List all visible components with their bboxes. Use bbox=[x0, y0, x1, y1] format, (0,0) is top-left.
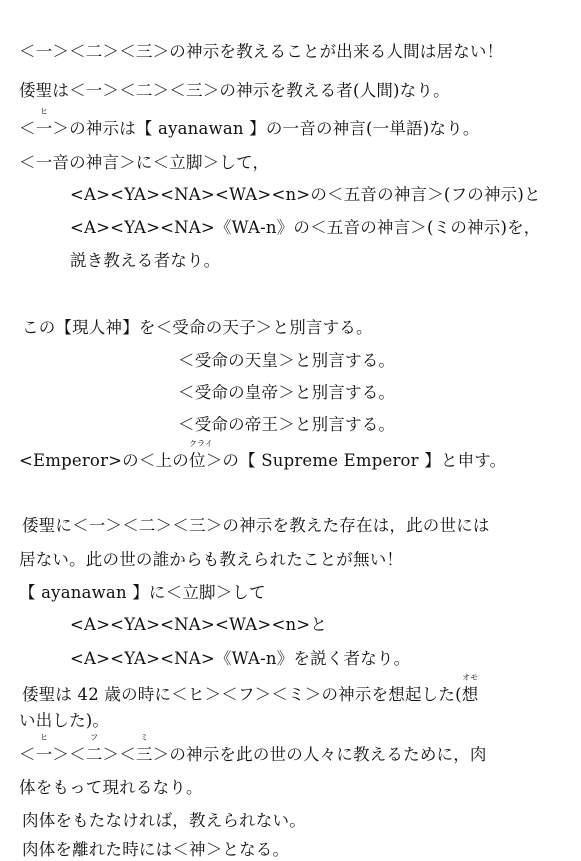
text-line: 居ない。此の世の誰からも教えられたことが無い！ bbox=[19, 550, 404, 569]
text-line-with-ruby: 倭聖は 42 歳の時に＜ヒ＞＜フ＞＜ミ＞の神示を想起した( オモ 想 bbox=[22, 673, 479, 704]
text-line: ＜受命の天皇＞と別言する。 bbox=[178, 351, 396, 370]
text-line: 肉体を離れた時には＜神＞となる。 bbox=[22, 840, 290, 859]
text-line: ＜受命の皇帝＞と別言する。 bbox=[178, 383, 396, 402]
ruby-annotated-char: オモ 想 bbox=[461, 673, 479, 704]
ruby-reading: ヒ bbox=[40, 107, 49, 116]
text-line: 体をもって現れるなり。 bbox=[19, 778, 203, 797]
text-line: 説き教える者なり。 bbox=[70, 251, 221, 270]
ruby-annotated-char: クライ 位 bbox=[188, 439, 213, 470]
text-line: <A><YA><NA><WA><n>の＜五音の神言＞(フの神示)と bbox=[70, 185, 541, 204]
text-line: ＜受命の帝王＞と別言する。 bbox=[178, 415, 396, 434]
text-line: この【現人神】を＜受命の天子＞と別言する。 bbox=[22, 318, 373, 337]
ruby-reading: ミ bbox=[140, 733, 149, 742]
text-line: 【 ayanawan 】に＜立脚＞して bbox=[19, 583, 266, 602]
text-line: 倭聖は＜一＞＜二＞＜三＞の神示を教える者(人間)なり。 bbox=[19, 81, 450, 100]
ruby-annotated-char: ヒ 一 bbox=[35, 107, 53, 138]
ruby-reading: ヒ bbox=[40, 733, 49, 742]
text-line: <A><YA><NA>《WA-n》の＜五音の神言＞(ミの神示)を， bbox=[70, 218, 541, 237]
ruby-annotated-char: ヒ 一 bbox=[35, 733, 53, 764]
text-line-with-ruby: <Emperor>の＜上の クライ 位＞の【 Supreme Emperor 】と申す。 bbox=[19, 439, 507, 470]
text-line: <A><YA><NA>《WA-n》を説く者なり。 bbox=[70, 649, 411, 668]
ruby-reading: クライ bbox=[188, 439, 213, 448]
ruby-annotated-char: フ 二 bbox=[85, 733, 103, 764]
text-line-with-ruby: ＜ ヒ 一＞の神示は【 ayanawan 】の一音の神言(一単語)なり。 bbox=[19, 107, 480, 138]
text-line: ＜一＞＜二＞＜三＞の神示を教えることが出来る人間は居ない！ bbox=[19, 42, 504, 61]
text-line: <A><YA><NA><WA><n>と bbox=[70, 615, 328, 634]
text-line: 肉体をもたなければ，教えられない。 bbox=[22, 811, 306, 830]
text-line: 倭聖に＜一＞＜二＞＜三＞の神示を教えた存在は，此の世には bbox=[22, 516, 490, 535]
ruby-reading: フ bbox=[90, 733, 99, 742]
text-line: ＜一音の神言＞に＜立脚＞して， bbox=[19, 153, 270, 172]
ruby-reading: オモ bbox=[462, 673, 479, 682]
text-line: い出した)。 bbox=[19, 711, 110, 730]
text-line-with-ruby: ＜ ヒ 一＞＜ フ 二＞＜ ミ 三＞の神示を此の世の人々に教えるために，肉 bbox=[19, 733, 487, 764]
ruby-annotated-char: ミ 三 bbox=[135, 733, 153, 764]
